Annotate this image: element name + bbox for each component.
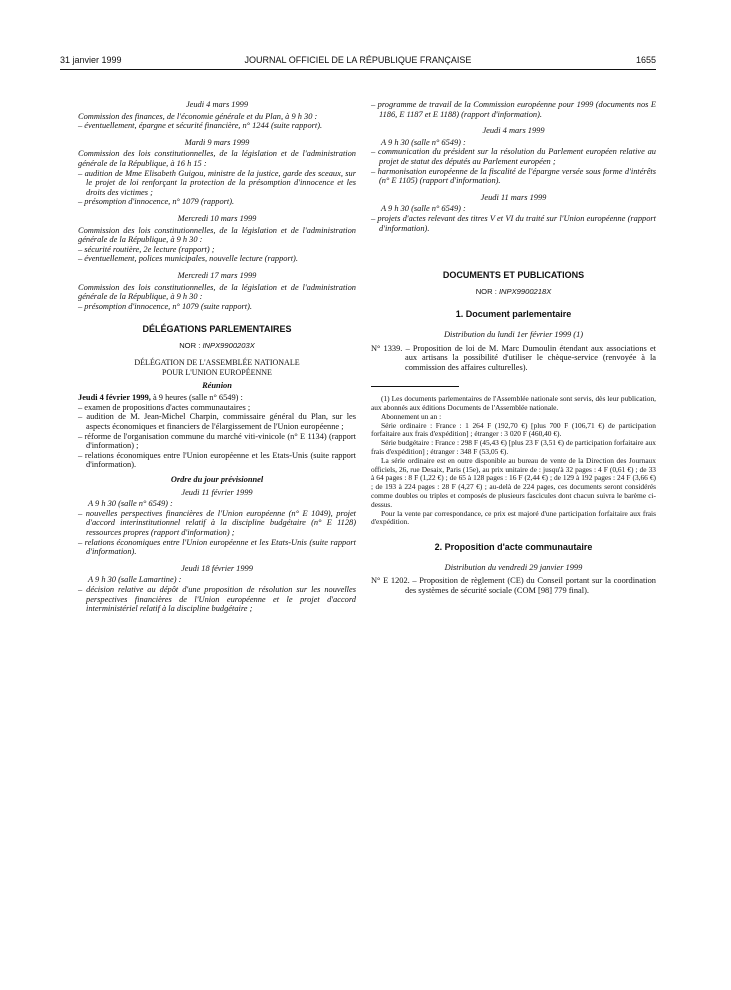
nor-code: INPX9900203X [202, 340, 255, 350]
agenda-item: – éventuellement, épargne et sécurité financière, n° 1244 (suite rapport). [78, 121, 323, 131]
agenda-item: – éventuellement, polices municipales, nouvelle lecture (rapport). [78, 254, 298, 264]
agenda-intro: Commission des lois constitutionnelles, de la législation et de l'administration générale de la République, à 9 h 30 : [78, 225, 356, 245]
organization-name-line: POUR L'UNION EUROPÉENNE [162, 368, 272, 378]
agenda-date: Jeudi 11 février 1999 [181, 487, 253, 497]
agenda-time: A 9 h 30 (salle Lamartine) : [88, 575, 182, 585]
agenda-item: – sécurité routière, 2e lecture (rapport) ; [78, 244, 215, 254]
agenda-intro: Commission des lois constitutionnelles, de la législation et de l'administration générale de la République, à 16 h 15 : [78, 149, 356, 168]
section-title-documents: DOCUMENTS ET PUBLICATIONS [442, 270, 585, 281]
agenda-date: Mercredi 17 mars 1999 [177, 270, 257, 280]
section-title-delegations: DÉLÉGATIONS PARLEMENTAIRES [142, 324, 292, 335]
footnote-paragraph: Pour la vente par correspondance, ce prix est majoré d'une participation forfaitaire aux frais d'expédition. [371, 508, 656, 527]
agenda-date: Mercredi 10 mars 1999 [177, 213, 257, 223]
header-date: 31 janvier 1999 [60, 55, 122, 65]
agenda-item: – présomption d'innocence, n° 1079 (rapport). [78, 197, 235, 207]
footnote-paragraph: Abonnement un an : [381, 411, 442, 421]
meeting-heading: Réunion [202, 380, 232, 390]
agenda-time: A 9 h 30 (salle n° 6549) : [381, 204, 466, 214]
agenda-intro: Commission des lois constitutionnelles, de la législation et de l'administration générale de la République, à 9 h 30 : [78, 282, 356, 302]
agenda-item: – harmonisation européenne de la fiscalité de l'épargne versée sous forme d'intérêts (n° E 1105) (rapport d'information). [371, 166, 656, 186]
agenda-item: – programme de travail de la Commission européenne pour 1999 (documents nos E 1186, E 1187 et E 1188) (rapport d'information). [371, 100, 656, 119]
agenda-item: – nouvelles perspectives financières de l'Union européenne (n° E 1049), projet d'accord interinstitutionnel relatif à la discipline budgétaire (n° E 1128) ressources propres (rapport d'information) ; [78, 508, 356, 537]
document-entry: N° E 1202. – Proposition de règlement (CE) du Conseil portant sur la coordination des systèmes de sécurité sociale (COM [98] 779 final). [371, 576, 656, 596]
agenda-item: – examen de propositions d'actes communautaires ; [78, 402, 251, 412]
nor-reference [78, 341, 356, 351]
agenda-date: Jeudi 4 mars 1999 [482, 126, 545, 136]
subsection-title: 1. Document parlementaire [455, 309, 572, 320]
page-header [60, 55, 656, 69]
agenda-intro: Commission des finances, de l'économie générale et du Plan, à 9 h 30 : [78, 111, 318, 121]
distribution-date: Distribution du vendredi 29 janvier 1999 [444, 562, 583, 572]
footnote [371, 395, 656, 527]
footnote-rule [371, 386, 459, 387]
agenda-item: – présomption d'innocence, n° 1079 (suite rapport). [78, 301, 253, 311]
document-entry: N° 1339. – Proposition de loi de M. Marc Dumoulin étendant aux associations et aux artisans la possibilité d'utiliser le chèque-service (renvoyée à la commission des affaires culturelles). [371, 343, 656, 372]
nor-label: NOR : [475, 286, 497, 296]
header-rule [60, 69, 656, 70]
subsection-title: 2. Proposition d'acte communautaire [434, 542, 593, 553]
agenda-time: A 9 h 30 (salle n° 6549) : [381, 137, 466, 147]
right-column [371, 100, 656, 596]
agenda-item: – relations économiques entre l'Union européenne et les Etats-Unis (suite rapport d'information). [78, 537, 356, 557]
footnote-paragraph: Série budgétaire : France : 298 F (45,43 €) [plus 23 F (3,51 €) de participation forfaitaire aux frais d'expédition] ; étranger : 348 F (53,05 €). [371, 438, 656, 457]
agenda-item: – réforme de l'organisation commune du marché viti-vinicole (n° E 1134) (rapport d'information) ; [78, 431, 356, 451]
agenda-item: – audition de M. Jean-Michel Charpin, commissaire général du Plan, sur les aspects économiques et financiers de l'élargissement de l'Union européenne ; [78, 412, 356, 432]
meeting-date [78, 393, 356, 403]
nor-reference [371, 287, 656, 297]
agenda-item: – décision relative au dépôt d'une proposition de résolution sur les nouvelles perspectives financières de l'Union européenne et le projet d'accord interministériel relatif à la discipline budgétaire ; [78, 584, 356, 614]
agenda-item: – projets d'actes relevant des titres V et VI du traité sur l'Union européenne (rapport d'information). [371, 213, 656, 233]
header-page-number: 1655 [635, 55, 656, 65]
header-journal-title: JOURNAL OFFICIEL DE LA RÉPUBLIQUE FRANÇAISE [244, 55, 472, 65]
provisional-agenda-heading: Ordre du jour prévisionnel [170, 475, 264, 484]
nor-label: NOR : [179, 340, 201, 350]
footnote-paragraph: La série ordinaire est en outre disponible au bureau de vente de la Direction des Journaux officiels, 26, rue Desaix, Paris (15e), au prix unitaire de : jusqu'à 32 pages : 4 F (0,61 €) ; de 33 à 64 pages : 8 F (1,22 €) ; de 65 à 128 pages : 16 F (2,44 €) ; de 129 à 192 pages : 24 F (3,66 €) ; de 193 à 224 pages : 28 F (4,27 €) ; au-delà de 224 pages, ces documents seront considérés comme doubles ou triples et composés de plusieurs fascicules dont chacun suivra le barème ci-dessus. [371, 455, 656, 509]
distribution-date: Distribution du lundi 1er février 1999 (1) [443, 329, 584, 339]
agenda-item: – audition de Mme Elisabeth Guigou, ministre de la justice, garde des sceaux, sur le projet de loi renforçant la protection de la présomption d'innocence et les droits des victimes ; [78, 168, 356, 197]
footnote-paragraph: Série ordinaire : France : 1 264 F (192,70 €) [plus 700 F (106,71 €) de participation forfaitaire aux frais d'expédition] ; étranger : 3 020 F (460,40 €). [371, 420, 656, 439]
agenda-item: – relations économiques entre l'Union européenne et les Etats-Unis (suite rapport d'information). [78, 450, 356, 470]
agenda-time: A 9 h 30 (salle n° 6549) : [88, 499, 173, 509]
left-column [78, 100, 356, 614]
nor-code: INPX9900218X [498, 286, 552, 296]
agenda-date: Jeudi 11 mars 1999 [480, 192, 547, 202]
footnote-paragraph: (1) Les documents parlementaires de l'Assemblée nationale sont servis, dès leur publication, aux abonnés aux éditions Documents de l'Assemblée nationale. [371, 394, 656, 413]
meeting-date-rest: à 9 heures (salle n° 6549) : [150, 393, 243, 403]
agenda-item: – communication du président sur la résolution du Parlement européen relative au projet de statut des députés au Parlement européen ; [371, 147, 656, 166]
meeting-date-bold: Jeudi 4 février 1999, [78, 393, 151, 403]
agenda-date: Jeudi 4 mars 1999 [185, 100, 249, 109]
organization-name-line: DÉLÉGATION DE L'ASSEMBLÉE NATIONALE [134, 358, 300, 368]
agenda-date: Jeudi 18 février 1999 [181, 563, 253, 573]
agenda-date: Mardi 9 mars 1999 [184, 137, 250, 147]
